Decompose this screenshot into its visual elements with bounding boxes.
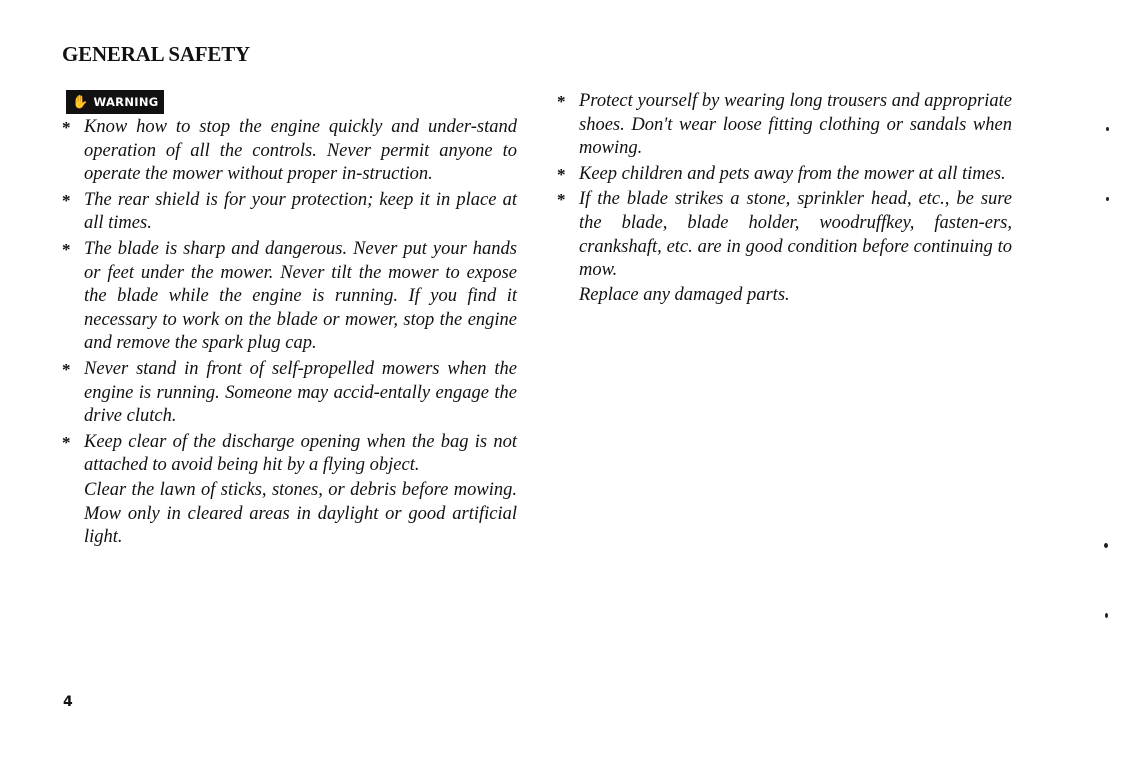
scan-speck	[1105, 613, 1108, 618]
scan-speck	[1106, 197, 1109, 201]
bullet-icon: *	[62, 190, 71, 210]
list-item	[62, 358, 517, 429]
list-item	[557, 188, 1012, 307]
item-extra-text: Replace any damaged parts.	[579, 284, 790, 305]
bullet-icon: *	[62, 432, 71, 452]
item-text: Never stand in front of self-propelled mowers when the engine is running. Someone may accid-entally engage the drive clutch.	[84, 358, 517, 427]
bullet-icon: *	[557, 92, 566, 111]
right-safety-list	[557, 90, 1012, 309]
item-extra-text: Clear the lawn of sticks, stones, or debris before mowing. Mow only in cleared areas in daylight or good artificial light.	[84, 479, 517, 548]
warning-hand-icon: ✋	[72, 94, 89, 110]
item-text: If the blade strikes a stone, sprinkler head, etc., be sure the blade, blade holder, woodruffkey, fasten-ers, crankshaft, etc. are in good condition before continuing to mow.	[579, 189, 1012, 281]
bullet-icon: *	[557, 190, 566, 210]
list-item	[62, 431, 517, 550]
page-heading: GENERAL SAFETY	[62, 42, 250, 66]
list-item	[557, 163, 1012, 187]
warning-badge	[66, 90, 164, 114]
list-item	[62, 116, 517, 187]
scan-speck	[1104, 543, 1108, 548]
bullet-icon: *	[557, 164, 566, 184]
list-item	[62, 238, 517, 356]
warning-label: WARNING	[93, 95, 159, 109]
item-text: Know how to stop the engine quickly and under-stand operation of all the controls. Never permit anyone to operate the mower without proper in-struction.	[84, 117, 517, 185]
list-item	[557, 90, 1012, 161]
item-text: The rear shield is for your protection; keep it in place at all times.	[84, 189, 517, 234]
bullet-icon: *	[62, 239, 71, 259]
item-text: Keep children and pets away from the mower at all times.	[579, 163, 1006, 184]
item-text: Keep clear of the discharge opening when the bag is not attached to avoid being hit by a flying object.	[84, 431, 517, 476]
scan-speck	[1106, 127, 1109, 131]
bullet-icon: *	[62, 359, 71, 379]
left-safety-list	[62, 116, 517, 552]
item-text: The blade is sharp and dangerous. Never put your hands or feet under the mower. Never tilt the mower to expose the blade while the engine is running. If you find it necessary to work on the blade or mower, stop the engine and remove the spark plug cap.	[84, 238, 517, 354]
page-number: 4	[63, 694, 73, 710]
bullet-icon: *	[62, 118, 71, 137]
list-item	[62, 189, 517, 236]
item-text: Protect yourself by wearing long trousers and appropriate shoes. Don't wear loose fitting clothing or sandals when mowing.	[579, 91, 1012, 159]
